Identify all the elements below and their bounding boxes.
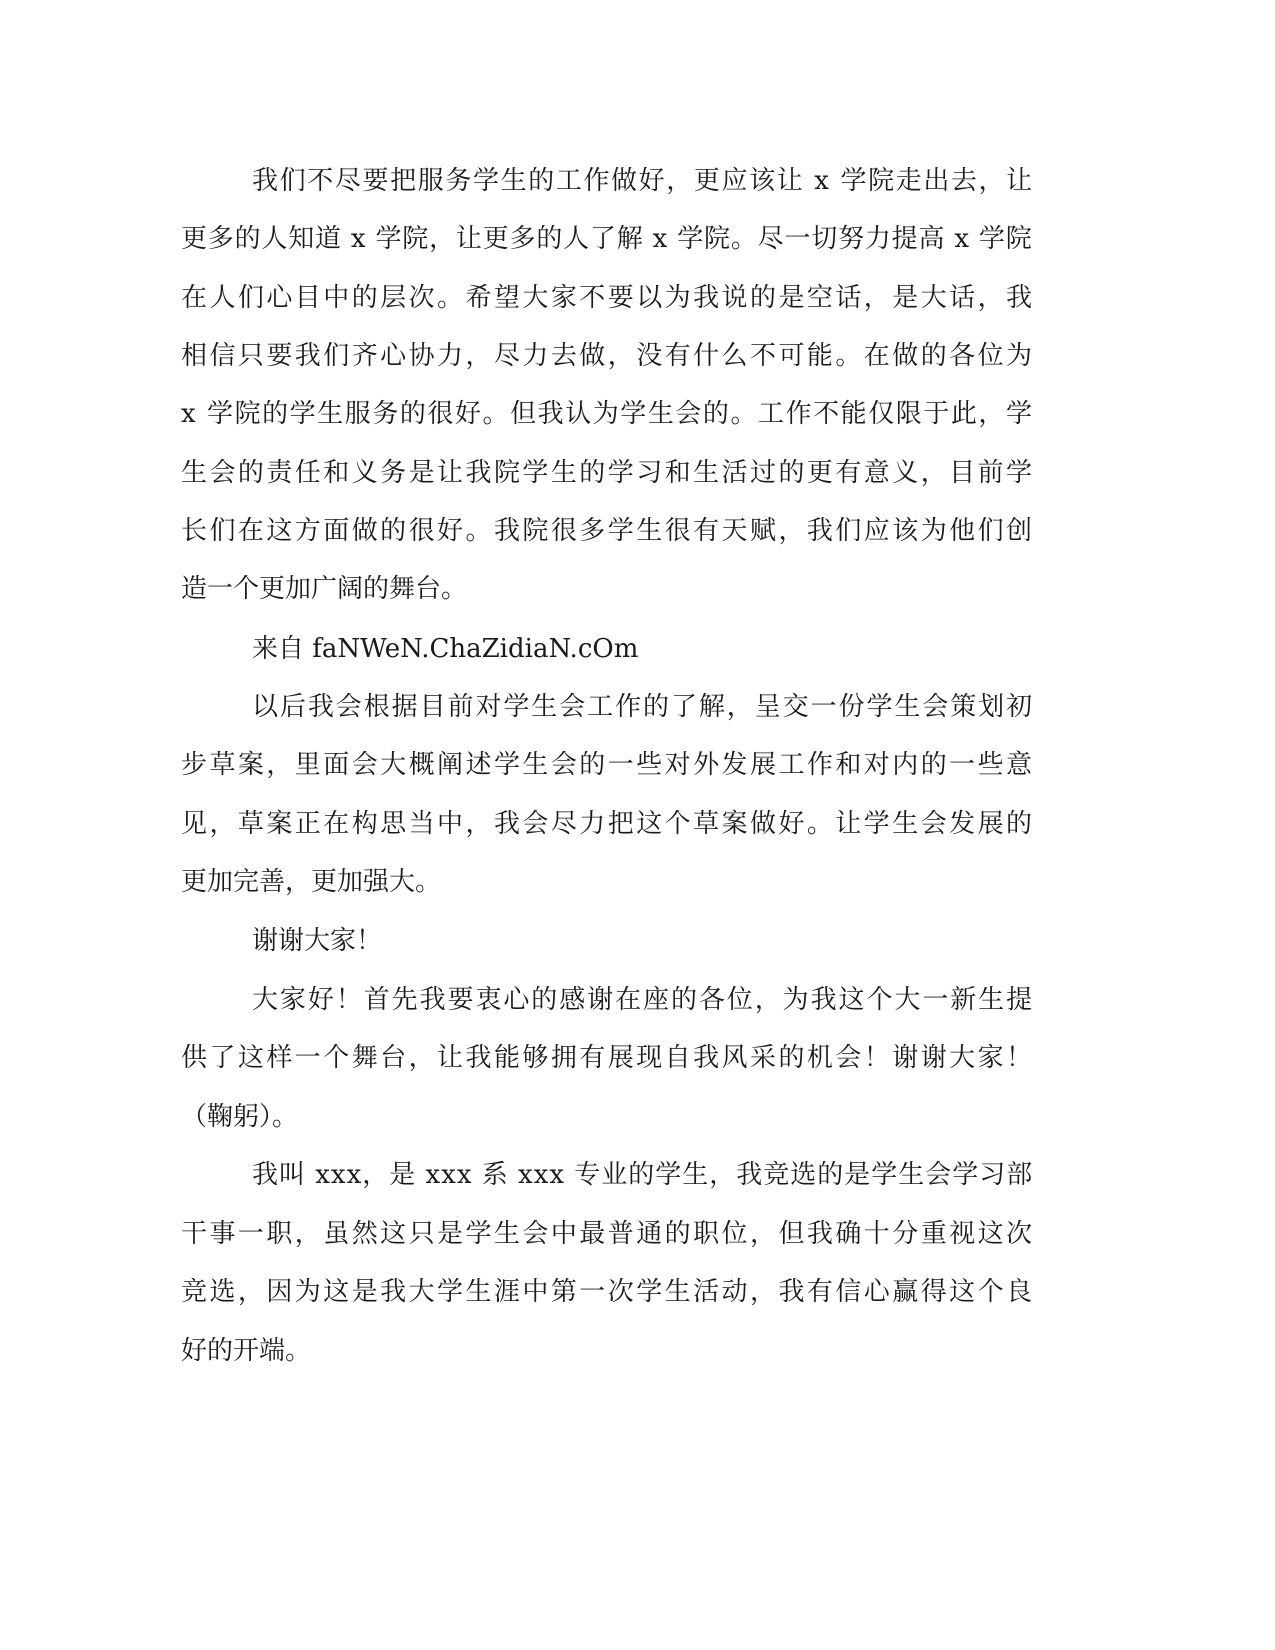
text-line: 见，草案正在构思当中，我会尽力把这个草案做好。让学生会发展的 xyxy=(181,809,1035,839)
text-line: 造一个更加广阔的舞台。 xyxy=(181,574,468,604)
text-line: 供了这样一个舞台，让我能够拥有展现自我风采的机会！谢谢大家！ xyxy=(181,1043,1035,1073)
text-line: 我们不尽要把服务学生的工作做好，更应该让 x 学院走出去，让 xyxy=(252,166,1034,196)
text-line: 以后我会根据目前对学生会工作的了解，呈交一份学生会策划初 xyxy=(252,692,1035,722)
text-line: 我叫 xxx，是 xxx 系 xxx 专业的学生，我竞选的是学生会学习部 xyxy=(252,1160,1034,1190)
text-line: 竞选，因为这是我大学生涯中第一次学生活动，我有信心赢得这个良 xyxy=(181,1277,1035,1307)
text-line: 谢谢大家！ xyxy=(252,926,383,956)
text-line: 好的开端。 xyxy=(181,1336,312,1366)
text-line: x 学院的学生服务的很好。但我认为学生会的。工作不能仅限于此，学 xyxy=(181,399,1034,429)
text-line: 大家好！首先我要衷心的感谢在座的各位，为我这个大一新生提 xyxy=(252,985,1035,1015)
text-line: 干事一职，虽然这只是学生会中最普通的职位，但我确十分重视这次 xyxy=(181,1219,1035,1249)
text-line: 来自 faNWeN.ChaZidiaN.cOm xyxy=(252,634,639,664)
text-line: 生会的责任和义务是让我院学生的学习和生活过的更有意义，目前学 xyxy=(181,458,1035,488)
text-line: 更加完善，更加强大。 xyxy=(181,867,442,897)
text-line: （鞠躬）。 xyxy=(181,1102,299,1132)
text-line: 在人们心目中的层次。希望大家不要以为我说的是空话，是大话，我 xyxy=(181,283,1035,313)
text-line: 长们在这方面做的很好。我院很多学生很有天赋，我们应该为他们创 xyxy=(181,516,1035,546)
text-line: 更多的人知道 x 学院，让更多的人了解 x 学院。尽一切努力提高 x 学院 xyxy=(181,224,1033,254)
text-line: 步草案，里面会大概阐述学生会的一些对外发展工作和对内的一些意 xyxy=(181,750,1035,780)
text-line: 相信只要我们齐心协力，尽力去做，没有什么不可能。在做的各位为 xyxy=(181,341,1035,371)
